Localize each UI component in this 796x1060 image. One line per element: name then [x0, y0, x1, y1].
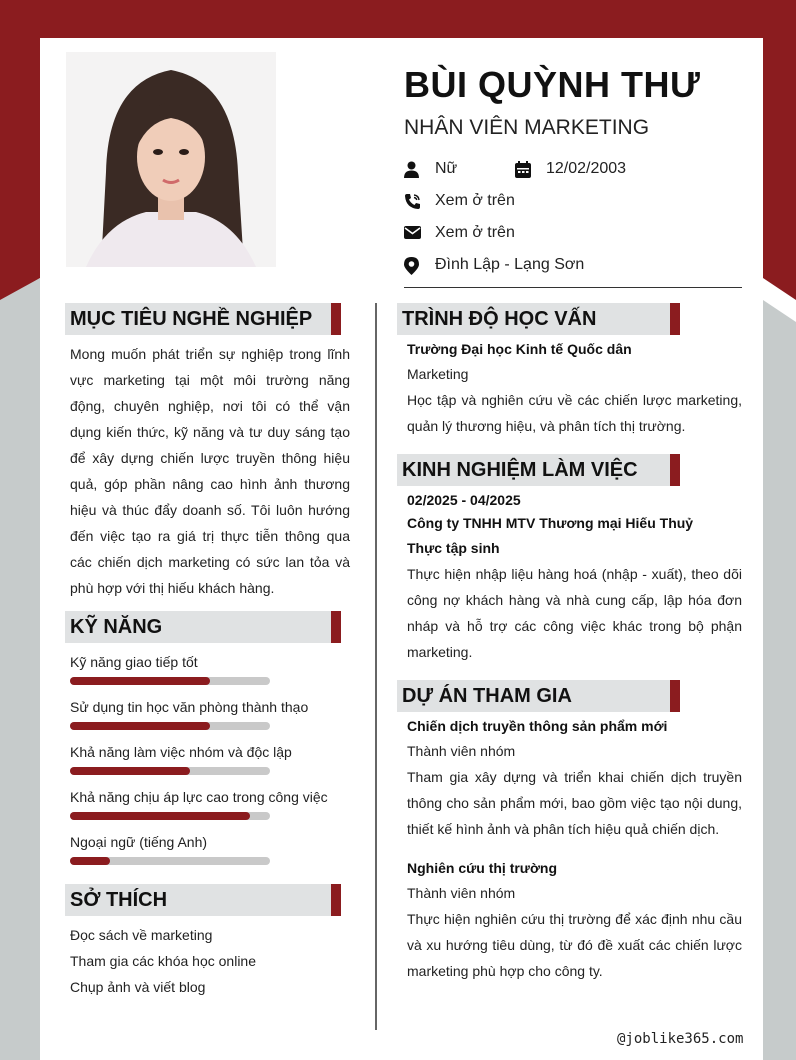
skill-bar: [70, 767, 270, 775]
major: Marketing: [407, 366, 469, 382]
project-description: Thực hiện nghiên cứu thị trường để xác định nhu cầu và xu hướng tiêu dùng, từ đó đề xuất các chiến lược marketing phù hợp cho công ty.: [407, 911, 742, 979]
school-name: Trường Đại học Kinh tế Quốc dân: [407, 341, 632, 357]
email-value: Xem ở trên: [435, 224, 515, 241]
hobbies-section-header: [65, 884, 341, 916]
skill-bar-fill: [70, 812, 250, 820]
company-name: Công ty TNHH MTV Thương mại Hiếu Thuỷ: [407, 515, 694, 531]
project-role: Thành viên nhóm: [407, 885, 516, 901]
experience-description: Thực hiện nhập liệu hàng hoá (nhập - xuất), theo dõi công nợ khách hàng và nhà cung cấp, lập hóa đơn nháp và hỗ trợ các công việc khác trong bộ phận marketing.: [407, 566, 742, 660]
mail-icon: [404, 225, 421, 240]
location-icon: [404, 257, 419, 275]
section-accent-bar: [331, 884, 341, 916]
skill-bar-fill: [70, 857, 110, 865]
skills-title: KỸ NĂNG: [70, 616, 163, 638]
skill-bar: [70, 812, 270, 820]
skill-bar-fill: [70, 677, 210, 685]
gender-value: Nữ: [435, 160, 458, 177]
phone-icon: [404, 193, 421, 210]
candidate-name: BÙI QUỲNH THƯ: [404, 64, 701, 105]
header-divider: [404, 287, 742, 288]
hobby-item: Chụp ảnh và viết blog: [70, 979, 206, 995]
column-divider: [375, 303, 377, 1030]
education-description: Học tập và nghiên cứu về các chiến lược marketing, quản lý thương hiệu, và phân tích thị trường.: [407, 392, 742, 434]
experience-section-header: [397, 454, 680, 486]
calendar-icon: [515, 161, 531, 178]
hobby-item: Tham gia các khóa học online: [70, 953, 256, 969]
skill-bar-fill: [70, 767, 190, 775]
project-name: Chiến dịch truyền thông sản phẩm mới: [407, 718, 668, 734]
footer-watermark: @joblike365.com: [617, 1031, 744, 1047]
objective-section-header: [65, 303, 341, 335]
education-section-header: [397, 303, 680, 335]
user-icon: [404, 161, 419, 178]
skill-bar: [70, 677, 270, 685]
objective-text: Mong muốn phát triển sự nghiệp trong lĩnh vực marketing tại một môi trường năng động, chuyên nghiệp, nơi tôi có thể vận dụng kiến thức, kỹ năng và tư duy sáng tạo để xây dựng chiến lược truyền thông hiệu quả, góp phần nâng cao hình ảnh thương hiệu và thúc đẩy doanh số. Tôi luôn hướng đến việc tạo ra giá trị thực tiễn thông qua các chiến dịch marketing có sức lan tỏa và phù hợp với thị hiếu khách hàng.: [70, 346, 350, 596]
skill-label: Kỹ năng giao tiếp tốt: [70, 654, 198, 670]
phone-value: Xem ở trên: [435, 192, 515, 209]
section-accent-bar: [670, 303, 680, 335]
skill-bar: [70, 857, 270, 865]
section-accent-bar: [670, 680, 680, 712]
objective-title: MỤC TIÊU NGHỀ NGHIỆP: [70, 308, 313, 330]
address-value: Đình Lập - Lạng Sơn: [435, 256, 585, 273]
skill-bar: [70, 722, 270, 730]
experience-period: 02/2025 - 04/2025: [407, 492, 521, 508]
skill-label: Ngoại ngữ (tiếng Anh): [70, 834, 208, 850]
project-name: Nghiên cứu thị trường: [407, 860, 557, 876]
section-accent-bar: [331, 611, 341, 643]
section-accent-bar: [670, 454, 680, 486]
hobby-item: Đọc sách về marketing: [70, 927, 213, 943]
section-accent-bar: [331, 303, 341, 335]
job-title: NHÂN VIÊN MARKETING: [404, 116, 650, 139]
skill-label: Khả năng làm việc nhóm và độc lập: [70, 744, 292, 760]
job-role: Thực tập sinh: [407, 540, 500, 556]
projects-section-header: [397, 680, 680, 712]
skills-section-header: [65, 611, 341, 643]
project-description: Tham gia xây dựng và triển khai chiến dịch truyền thông cho sản phẩm mới, bao gồm việc tạo nội dung, thiết kế hình ảnh và phân tích hiệu quả chiến dịch.: [407, 769, 742, 837]
profile-photo: [66, 52, 276, 267]
hobbies-title: SỞ THÍCH: [70, 889, 168, 911]
experience-title: KINH NGHIỆM LÀM VIỆC: [402, 459, 638, 481]
birthday-value: 12/02/2003: [546, 160, 627, 177]
skill-label: Sử dụng tin học văn phòng thành thạo: [70, 699, 309, 715]
skill-label: Khả năng chịu áp lực cao trong công việc: [70, 789, 328, 805]
education-title: TRÌNH ĐỘ HỌC VẤN: [402, 308, 597, 330]
skill-bar-fill: [70, 722, 210, 730]
projects-title: DỰ ÁN THAM GIA: [402, 685, 572, 707]
project-role: Thành viên nhóm: [407, 743, 516, 759]
